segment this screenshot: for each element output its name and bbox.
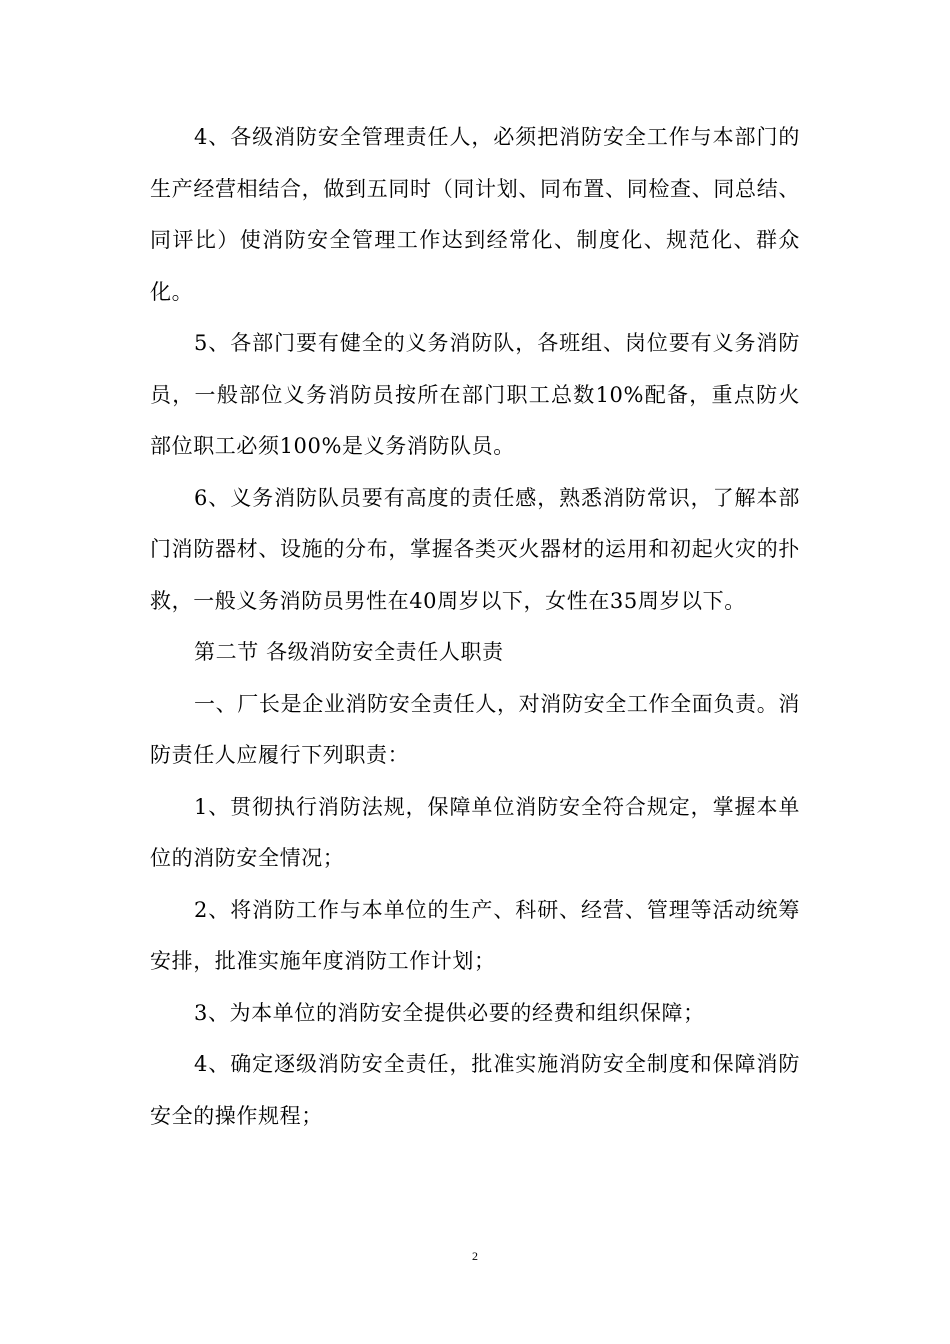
section-heading: 第二节 各级消防安全责任人职责 [194, 640, 504, 664]
page-number: 2 [472, 1249, 478, 1263]
paragraph-duty-2: 2、将消防工作与本单位的生产、科研、经营、管理等活动统筹安排，批准实施年度消防工作计划； [150, 897, 800, 973]
paragraph-duty-4: 4、确定逐级消防安全责任，批准实施消防安全制度和保障消防安全的操作规程； [150, 1052, 800, 1128]
paragraph-item-6-volunteer-requirements: 6、义务消防队员要有高度的责任感，熟悉消防常识，了解本部门消防器材、设施的分布，掌握各类灭火器材的运用和初起火灾的扑救，一般义务消防员男性在40周岁以下，女性在35周岁以下。 [150, 485, 800, 613]
paragraph-item-5-volunteer-team: 5、各部门要有健全的义务消防队，各班组、岗位要有义务消防员，一般部位义务消防员按所在部门职工总数10%配备，重点防火部位职工必须100%是义务消防队员。 [150, 331, 800, 458]
paragraph-factory-director: 一、厂长是企业消防安全责任人，对消防安全工作全面负责。消防责任人应履行下列职责： [150, 691, 800, 767]
paragraph-duty-3: 3、为本单位的消防安全提供必要的经费和组织保障； [194, 1000, 705, 1025]
paragraph-item-4-responsibility: 4、各级消防安全管理责任人，必须把消防安全工作与本部门的生产经营相结合，做到五同时（同计划、同布置、同检查、同总结、同评比）使消防安全管理工作达到经常化、制度化、规范化、群众化。 [150, 125, 800, 304]
document-body [150, 112, 800, 1142]
paragraph-duty-1: 1、贯彻执行消防法规，保障单位消防安全符合规定，掌握本单位的消防安全情况； [150, 794, 800, 870]
